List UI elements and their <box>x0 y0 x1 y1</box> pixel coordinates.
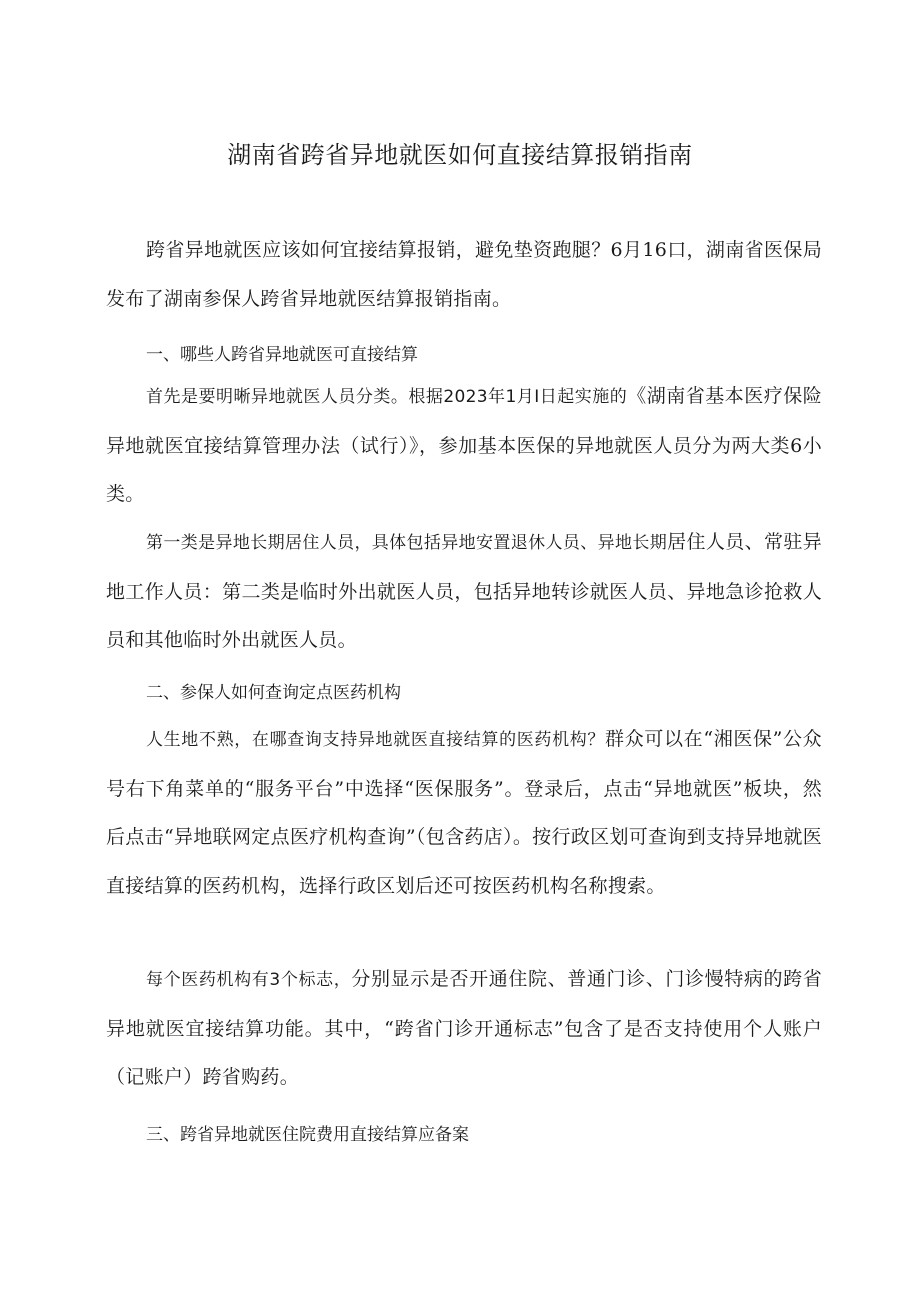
section2-heading: 二、参保人如何查询定点医药机构 <box>146 683 401 703</box>
section2-paragraph-2-lead: 每个医药机构有3个标志， <box>146 970 352 990</box>
section1-paragraph-2 <box>106 518 822 665</box>
section1-paragraph-1-lead: 首先是要明晰异地就医人员分类。根据2023年1月I日起实施的 <box>146 387 628 407</box>
section2-paragraph-1 <box>106 715 822 910</box>
section1-heading: 一、哪些人跨省异地就医可直接结算 <box>146 345 418 365</box>
section1-paragraph-2-text: 居住人员、常驻异地工作人员：第二类是临时外出就医人员，包括异地转诊就医人员、异地急诊抢救人员和其他临时外出就医人员。 <box>106 531 823 651</box>
section1-paragraph-2-lead: 第一类是异地长期居住人员，具体包括异地安置退休人员、异地长期 <box>146 533 668 553</box>
section1-paragraph-1-text: 《湖南省基本医疗保险异地就医宜接结算管理办法（试行）》，参加基本医保的异地就医人员分为两大类6小类。 <box>106 385 822 505</box>
section1-paragraph-1 <box>106 372 822 519</box>
page-title: 湖南省跨省异地就医如何直接结算报销指南 <box>227 141 693 169</box>
section2-paragraph-2-text: 分别显示是否开通住院、普通门诊、门诊慢特病的跨省异地就医宜接结算功能。其中，“跨省门诊开通标志”包含了是否支持使用个人账户（记账户）跨省购药。 <box>106 968 823 1088</box>
section2-paragraph-2 <box>106 955 822 1102</box>
intro-paragraph: 跨省异地就医应该如何宜接结算报销，避免垫资跑腿？6月16口，湖南省医保局发布了湖南参保人跨省异地就医结算报销指南。 <box>106 239 822 310</box>
section2-paragraph-1-text: 群众可以在“湘医保”公众号右下角菜单的“服务平台”中选择“医保服务”。登录后，点击“异地就医”板块，然后点击“异地联网定点医疗机构查询”（包含药店）。按行政区划可查询到支持异地就医直接结算的医药机构，选择行政区划后还可按医药机构名称搜索。 <box>106 728 822 897</box>
section2-paragraph-1-lead: 人生地不熟，在哪查询支持异地就医直接结算的医药机构？ <box>146 730 606 750</box>
section3-heading: 三、跨省异地就医住院费用直接结算应备案 <box>146 1125 469 1145</box>
